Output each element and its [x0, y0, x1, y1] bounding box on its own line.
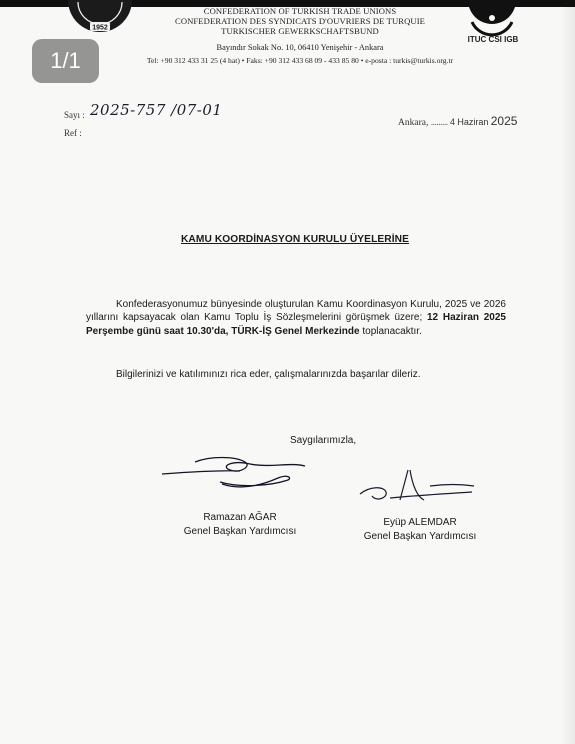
sayi-handwritten-number: 2025-757 /07-01	[90, 101, 223, 119]
letterhead-contact: Tel: +90 312 433 31 25 (4 hat) • Faks: +90 312 433 68 09 - 433 85 80 • e-posta : turkis@turkis.org.tr	[146, 56, 454, 65]
letter-paragraph-2: Bilgilerinizi ve katılımınızı rica eder, çalışmalarınızda başarılar dileriz.	[116, 369, 421, 380]
signature-eyup-alemdar	[350, 462, 480, 512]
turk-is-logo-icon	[64, 0, 136, 40]
signature-ramazan-agar	[160, 452, 310, 500]
paragraph-1-bold: 12 Haziran 2025 Perşembe günü saat 10.30'da, TÜRK-İŞ Genel Merkezinde	[86, 312, 506, 337]
letterhead-line-en: CONFEDERATION OF TURKISH TRADE UNIONS	[203, 6, 397, 16]
closing-regards: Saygılarımızla,	[290, 435, 357, 446]
paragraph-1-end: toplanacaktır.	[362, 325, 422, 337]
date-day: 4	[449, 117, 455, 127]
ituc-logo-text: ITUC CSI IGB	[467, 35, 519, 44]
letterhead-line-fr: CONFEDERATION DES SYNDICATS D'OUVRIERS DE TURQUIE	[174, 16, 426, 26]
place-date	[398, 114, 517, 128]
letter-title: KAMU KOORDİNASYON KURULU ÜYELERİNE	[180, 234, 410, 245]
scan-edge-shadow	[560, 0, 575, 744]
letterhead-address: Bayındır Sokak No. 10, 06410 Yenişehir - Ankara	[216, 43, 384, 52]
signer-2-title: Genel Başkan Yardımcısı	[363, 531, 477, 542]
date-dots: .........	[430, 118, 448, 128]
place-label: Ankara,	[398, 118, 429, 128]
signer-1	[170, 511, 310, 539]
page-indicator-badge: 1/1	[32, 39, 99, 83]
ref-label: Ref :	[64, 128, 82, 138]
date-year: 2025	[490, 114, 518, 128]
logo-year: 1952	[92, 24, 108, 32]
signer-1-title: Genel Başkan Yardımcısı	[183, 526, 297, 537]
sayi-label: Sayı :	[64, 110, 85, 120]
signer-2	[350, 516, 490, 544]
letterhead-line-de: TURKISCHER GEWERKSCHAFTSBUND	[221, 26, 379, 36]
signer-1-name: Ramazan AĞAR	[203, 512, 277, 523]
paragraph-1-text: Konfederasyonumuz bünyesinde oluşturulan Kamu Koordinasyon Kurulu, 2025 ve 2026 yıllarını kapsayacak olan Kamu Toplu İş Sözleşmelerini görüşmek üzere;	[86, 299, 506, 324]
date-month: Haziran	[457, 117, 489, 127]
signer-2-name: Eyüp ALEMDAR	[383, 517, 457, 528]
letter-paragraph-1	[86, 298, 506, 338]
